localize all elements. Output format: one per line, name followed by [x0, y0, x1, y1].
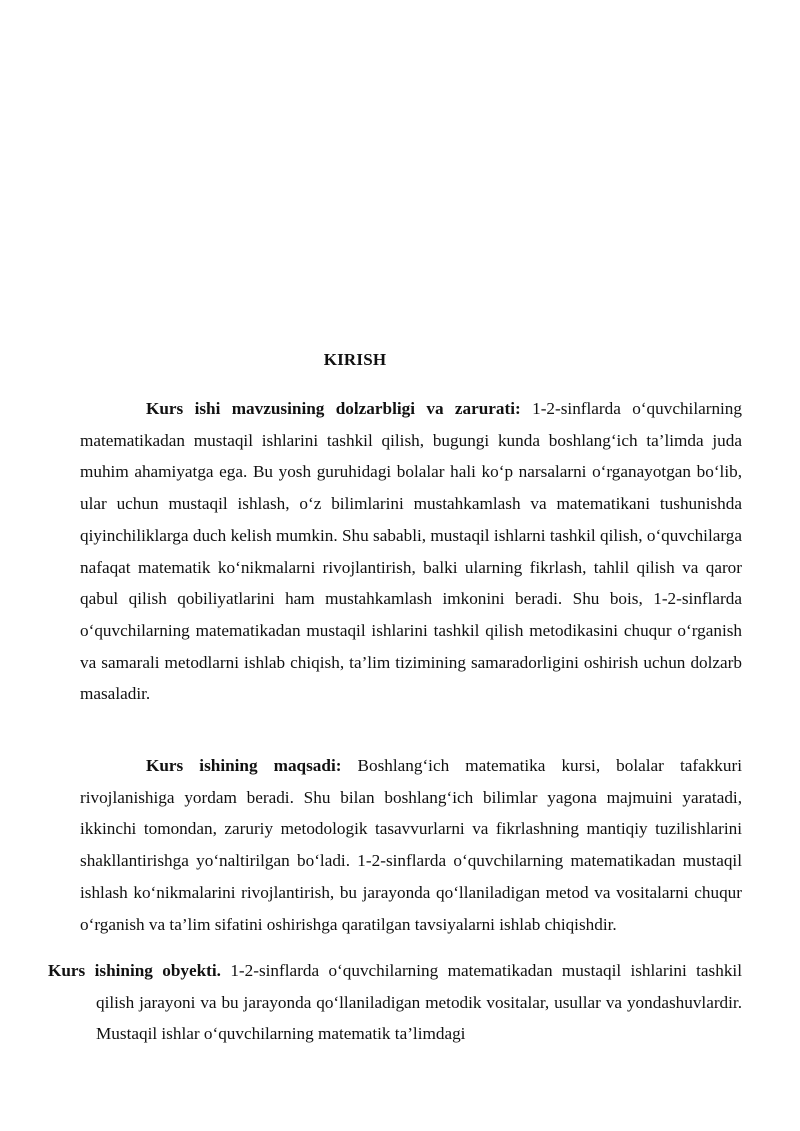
paragraph-object	[48, 955, 742, 1050]
paragraph-text: 1-2-sinflarda o‘quvchilarning matematikadan mustaqil ishlarini tashkil qilish jarayoni va bu jarayonda qo‘llaniladigan metodik vositalar, usullar va yondashuvlardir. Mustaqil ishlar o‘quvchilarning matematik ta’limdagi	[96, 961, 742, 1044]
paragraph-text: 1-2-sinflarda o‘quvchilarning matematikadan mustaqil ishlarini tashkil qilish, bugungi kunda boshlang‘ich ta’limda juda muhim ahamiyatga ega. Bu yosh guruhidagi bolalar hali ko‘p narsalarni o‘rganayotgan bo‘lib, ular uchun mustaqil ishlash, o‘z bilimlarini mustahkamlash va matematikani tushunishda qiyinchiliklarga duch kelish mumkin. Shu sababli, mustaqil ishlarni tashkil qilish, o‘quvchilarga nafaqat matematik ko‘nikmalarni rivojlantirish, balki ularning fikrlash, tahlil qilish va qaror qabul qilish qobiliyatlarini ham mustahkamlash imkonini beradi. Shu bois, 1-2-sinflarda o‘quvchilarning matematikadan mustaqil ishlarini tashkil qilish metodikasini chuqur o‘rganish va samarali metodlarni ishlab chiqish, ta’lim tizimining samaradorligini oshirish uchun dolzarb masaladir.	[80, 399, 742, 704]
section-heading: KIRISH	[323, 350, 387, 369]
paragraph-lead: Kurs ishining maqsadi:	[146, 756, 342, 775]
paragraph-goal	[80, 750, 742, 940]
paragraph-text: Boshlang‘ich matematika kursi, bolalar tafakkuri rivojlanishiga yordam beradi. Shu bilan boshlang‘ich bilimlar yagona majmuini yaratadi, ikkinchi tomondan, zaruriy metodologik tasavvurlarni va fikrlashning mantiqiy tuzilishlarini shakllantirishga yo‘naltirilgan bo‘ladi. 1-2-sinflarda o‘quvchilarning matematikadan mustaqil ishlash ko‘nikmalarini rivojlantirish, bu jarayonda qo‘llaniladigan metod va vositalarni chuqur o‘rganish va ta’lim sifatini oshirishga qaratilgan tavsiyalarni ishlab chiqishdir.	[80, 756, 742, 934]
paragraph-relevance	[80, 393, 742, 710]
paragraph-lead: Kurs ishining obyekti.	[48, 961, 221, 980]
paragraph-lead: Kurs ishi mavzusining dolzarbligi va zarurati:	[146, 399, 521, 418]
